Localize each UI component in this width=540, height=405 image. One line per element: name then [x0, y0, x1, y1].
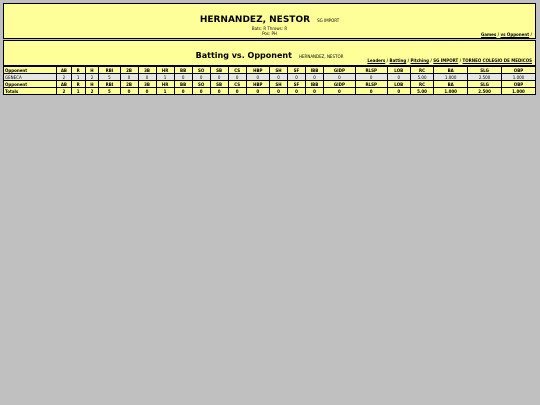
- section-player: HERNANDEZ, NESTOR: [299, 54, 344, 59]
- column-header: LOB: [387, 81, 410, 88]
- player-team: SG IMPORT: [317, 18, 340, 23]
- stat-cell: 0: [324, 74, 356, 81]
- column-header: RBI: [99, 81, 120, 88]
- column-header: H: [85, 67, 99, 74]
- column-header: RLSP: [355, 81, 387, 88]
- total-cell: 5.00: [410, 88, 433, 95]
- column-header: OBP: [502, 81, 536, 88]
- bats-throws: Bats: R Throws: R: [251, 26, 288, 31]
- total-cell: 0: [120, 88, 138, 95]
- column-header: SLG: [468, 67, 502, 74]
- opponent-link[interactable]: GENECA: [5, 74, 22, 80]
- stat-cell: 1.000: [434, 74, 468, 81]
- section-nav: [367, 58, 532, 63]
- batting-link[interactable]: Batting: [389, 58, 407, 63]
- stat-cell: 0: [192, 74, 210, 81]
- stat-cell: 0: [287, 74, 305, 81]
- column-header: Opponent: [4, 67, 57, 74]
- league-link[interactable]: TORNEO COLEGIO DE MEDICOS: [462, 58, 532, 63]
- column-header: HR: [156, 67, 174, 74]
- stat-cell: 1.000: [502, 74, 536, 81]
- total-cell: 1: [71, 88, 85, 95]
- nav-separator: /: [459, 58, 462, 63]
- column-header: SB: [210, 81, 228, 88]
- stat-cell: 2.500: [468, 74, 502, 81]
- batting-vs-opponent-table: [3, 66, 536, 95]
- pitching-link[interactable]: Pitching: [410, 58, 429, 63]
- nav-separator: /: [386, 58, 389, 63]
- total-cell: 0: [269, 88, 287, 95]
- section-title: Batting vs. Opponent: [195, 51, 292, 60]
- nav-separator: /: [530, 32, 532, 37]
- column-header: HR: [156, 81, 174, 88]
- column-header: R: [71, 67, 85, 74]
- stat-cell: 0: [246, 74, 269, 81]
- total-cell: 5: [99, 88, 120, 95]
- nav-separator: /: [497, 32, 500, 37]
- total-cell: 0: [174, 88, 192, 95]
- stat-cell: 0: [174, 74, 192, 81]
- column-header: 3B: [138, 67, 156, 74]
- column-header: SF: [287, 67, 305, 74]
- total-cell: 0: [324, 88, 356, 95]
- nav-separator: /: [407, 58, 410, 63]
- column-header: SF: [287, 81, 305, 88]
- stat-cell: 0: [120, 74, 138, 81]
- stat-cell: 2: [56, 74, 71, 81]
- total-cell: 2.500: [468, 88, 502, 95]
- column-header: BB: [174, 67, 192, 74]
- column-header: R: [71, 81, 85, 88]
- column-header: SO: [192, 81, 210, 88]
- total-cell: 0: [305, 88, 323, 95]
- total-cell: 0: [138, 88, 156, 95]
- column-header: 2B: [120, 81, 138, 88]
- leaders-link[interactable]: Leaders: [367, 58, 386, 63]
- column-header: RC: [410, 81, 433, 88]
- total-cell: 0: [387, 88, 410, 95]
- column-header: RLSP: [355, 67, 387, 74]
- page-container: [3, 3, 536, 95]
- column-header: GIDP: [324, 67, 356, 74]
- total-cell: 0: [228, 88, 246, 95]
- table-header-row-repeat: [4, 81, 536, 88]
- stat-cell: 2: [85, 74, 99, 81]
- column-header: BB: [174, 81, 192, 88]
- stat-cell: 0: [269, 74, 287, 81]
- stat-cell: 0: [228, 74, 246, 81]
- total-cell: 0: [287, 88, 305, 95]
- stat-cell: 5.00: [410, 74, 433, 81]
- column-header: SO: [192, 67, 210, 74]
- stat-cell: 0: [138, 74, 156, 81]
- section-header: [3, 40, 536, 66]
- column-header: AB: [56, 67, 71, 74]
- games-link[interactable]: Games: [481, 32, 497, 37]
- column-header: 3B: [138, 81, 156, 88]
- column-header: IBB: [305, 67, 323, 74]
- total-cell: 1.000: [434, 88, 468, 95]
- stat-cell: 1: [156, 74, 174, 81]
- total-cell: 0: [246, 88, 269, 95]
- nav-separator: /: [430, 58, 432, 63]
- column-header: SLG: [468, 81, 502, 88]
- column-header: GIDP: [324, 81, 356, 88]
- total-cell: 0: [192, 88, 210, 95]
- column-header: 2B: [120, 67, 138, 74]
- column-header: HBP: [246, 81, 269, 88]
- total-cell: 2: [85, 88, 99, 95]
- stat-cell: 0: [305, 74, 323, 81]
- column-header: CS: [228, 81, 246, 88]
- stat-cell: 0: [355, 74, 387, 81]
- column-header: RC: [410, 67, 433, 74]
- stat-cell: 1: [71, 74, 85, 81]
- stat-cell: 5: [99, 74, 120, 81]
- column-header: SH: [269, 81, 287, 88]
- total-cell: 2: [56, 88, 71, 95]
- player-name: HERNANDEZ, NESTOR: [199, 15, 311, 25]
- column-header: CS: [228, 67, 246, 74]
- column-header: HBP: [246, 67, 269, 74]
- stat-cell: 0: [210, 74, 228, 81]
- column-header: H: [85, 81, 99, 88]
- totals-row: [4, 88, 536, 95]
- column-header: BA: [434, 81, 468, 88]
- opponent-cell: [4, 74, 57, 81]
- total-cell: 0: [210, 88, 228, 95]
- player-nav: [481, 32, 532, 37]
- total-cell: 1: [156, 88, 174, 95]
- totals-label: Totals: [4, 88, 57, 95]
- table-row: [4, 74, 536, 81]
- column-header: SH: [269, 67, 287, 74]
- column-header: AB: [56, 81, 71, 88]
- column-header: Opponent: [4, 81, 57, 88]
- stat-cell: 0: [387, 74, 410, 81]
- column-header: IBB: [305, 81, 323, 88]
- player-position: Pos: PH: [262, 31, 277, 36]
- column-header: SB: [210, 67, 228, 74]
- table-header-row: [4, 67, 536, 74]
- player-header: [3, 3, 536, 39]
- column-header: LOB: [387, 67, 410, 74]
- team-link[interactable]: SG IMPORT: [433, 58, 459, 63]
- vs-opponent-link[interactable]: vs Opponent: [500, 32, 530, 37]
- total-cell: 0: [355, 88, 387, 95]
- player-name-line: [4, 4, 535, 26]
- column-header: RBI: [99, 67, 120, 74]
- column-header: BA: [434, 67, 468, 74]
- column-header: OBP: [502, 67, 536, 74]
- total-cell: 1.000: [502, 88, 536, 95]
